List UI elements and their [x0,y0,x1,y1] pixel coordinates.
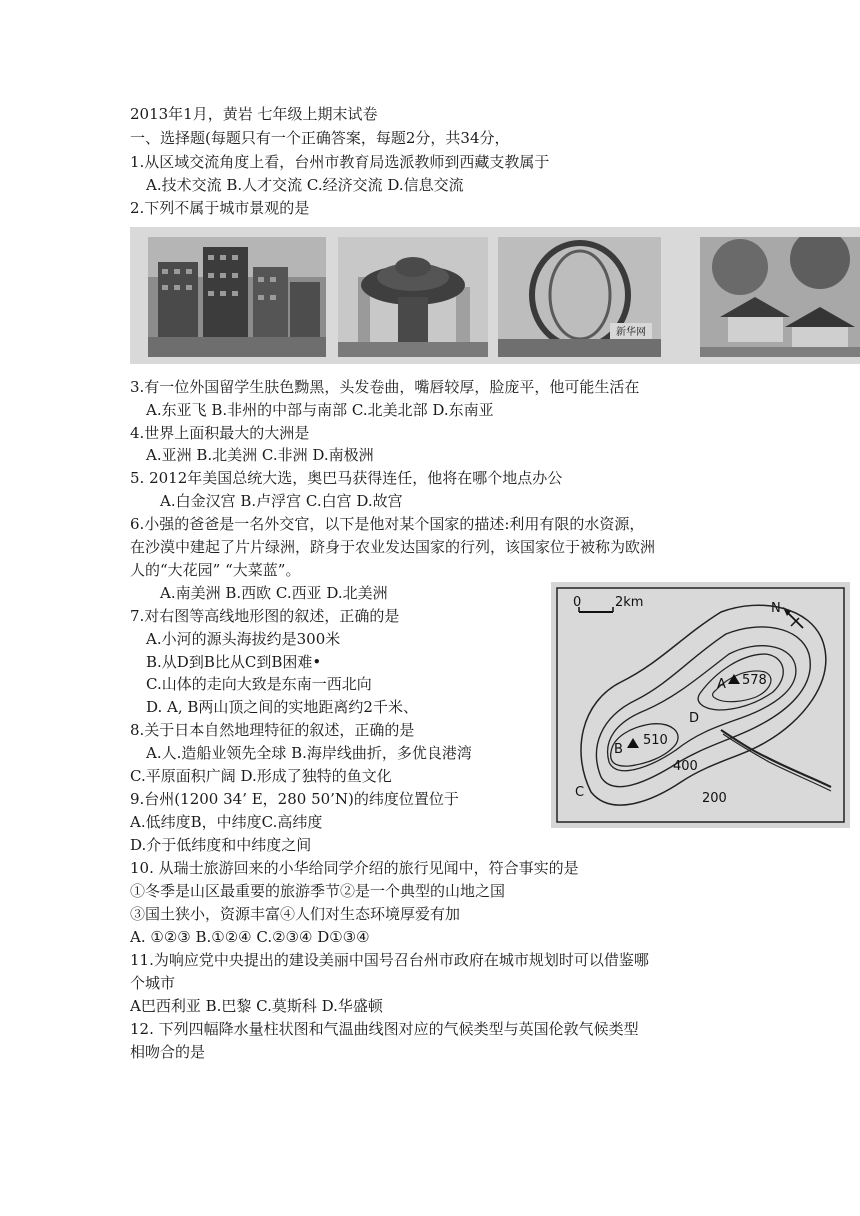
question-1-stem: 1.从区域交流角度上看，台州市教育局选派教师到西藏支教属于 [130,153,550,171]
scale-distance-label: 2km [615,595,644,610]
contour-map [551,582,850,828]
question-5-options: A.白金汉宫 B.卢浮宫 C.白宫 D.故宫 [160,492,403,510]
photo-landmark-tower [338,237,488,357]
question-1-options: A.技术交流 B.人才交流 C.经济交流 D.信息交流 [146,176,464,194]
question-4-options: A.亚洲 B.北美洲 C.非洲 D.南极洲 [146,446,374,464]
question-5-stem: 5. 2012年美国总统大选，奥巴马获得连任，他将在哪个地点办公 [130,469,563,487]
question-7-option-a: A.小河的源头海拔约是300米 [146,630,341,648]
question-10-statements-2: ③国土狭小，资源丰富④人们对生态环境厚爱有加 [130,905,461,923]
peak-b-elevation: 510 [643,733,668,748]
question-8-options-line-1: A.人.造船业领先全球 B.海岸线曲折，多优良港湾 [146,744,472,762]
question-8-options-line-2: C.平原面积广阔 D.形成了独特的鱼文化 [130,767,392,785]
peak-b-label: B [614,742,623,757]
question-12-stem-line-2: 相吻合的是 [130,1043,206,1061]
section-heading: 一、选择题(每题只有一个正确答案，每题2分，共34分， [130,129,510,147]
question-11-stem-line-2: 个城市 [130,974,176,992]
exam-title: 2013年1月，黄岩 七年级上期末试卷 [130,105,378,123]
question-10-options: A. ①②③ B.①②④ C.②③④ D①③④ [130,928,370,946]
north-label: N [771,601,781,616]
question-7-option-d: D. A, B两山顶之间的实地距离约2千米、 [146,698,418,716]
question-9-stem: 9.台州(1200 34’ E，280 50’N)的纬度位置位于 [130,790,459,808]
contour-400-label: 400 [673,759,698,774]
question-7-stem: 7.对右图等高线地形图的叙述，正确的是 [130,607,400,625]
question-2-stem: 2.下列不属于城市景观的是 [130,199,310,217]
point-d-label: D [689,711,700,726]
point-c-label: C [575,785,585,800]
map-frame [557,588,844,822]
photo-caption: 新华网 [616,327,646,338]
question-2-photos [130,227,860,364]
question-9-options-line-1: A.低纬度B，中纬度C.高纬度 [130,813,323,831]
peak-a-label: A [717,677,726,692]
question-6-stem-line-2: 在沙漠中建起了片片绿洲，跻身于农业发达国家的行列，该国家位于被称为欧洲 [130,538,656,556]
question-3-stem: 3.有一位外国留学生肤色黝黑，头发卷曲，嘴唇较厚，脸庞平，他可能生活在 [130,378,640,396]
question-6-stem-line-3: 人的“大花园” “大菜蓝”。 [130,561,301,579]
question-6-options: A.南美洲 B.西欧 C.西亚 D.北美洲 [160,584,388,602]
question-7-option-b: B.从D到B比从C到B困难• [146,653,322,671]
photo-ferris-wheel [498,237,661,357]
question-12-stem-line-1: 12. 下列四幅降水量柱状图和气温曲线图对应的气候类型与英国伦敦气候类型 [130,1020,639,1038]
question-11-stem-line-1: 11.为响应党中央提出的建设美丽中国号召台州市政府在城市规划时可以借鉴哪 [130,951,649,969]
question-6-stem-line-1: 6.小强的爸爸是一名外交官，以下是他对某个国家的描述:利用有限的水资源， [130,515,645,533]
question-3-options: A.东亚飞 B.非州的中部与南部 C.北美北部 D.东南亚 [146,401,494,419]
question-10-statements-1: ①冬季是山区最重要的旅游季节②是一个典型的山地之国 [130,882,506,900]
question-9-options-line-2: D.介于低纬度和中纬度之间 [130,836,312,854]
question-4-stem: 4.世界上面积最大的大洲是 [130,424,310,442]
peak-a-elevation: 578 [742,673,767,688]
scale-zero-label: 0 [573,595,582,610]
question-8-stem: 8.关于日本自然地理特征的叙述，正确的是 [130,721,415,739]
photo-village [700,237,860,357]
contour-200-label: 200 [702,791,727,806]
question-7-option-c: C.山体的走向大致是东南一西北向 [146,675,372,693]
photo-residential-buildings [148,237,326,357]
question-11-options: A巴西利亚 B.巴黎 C.莫斯科 D.华盛顿 [130,997,383,1015]
question-10-stem: 10. 从瑞士旅游回来的小华给同学介绍的旅行见闻中，符合事实的是 [130,859,579,877]
